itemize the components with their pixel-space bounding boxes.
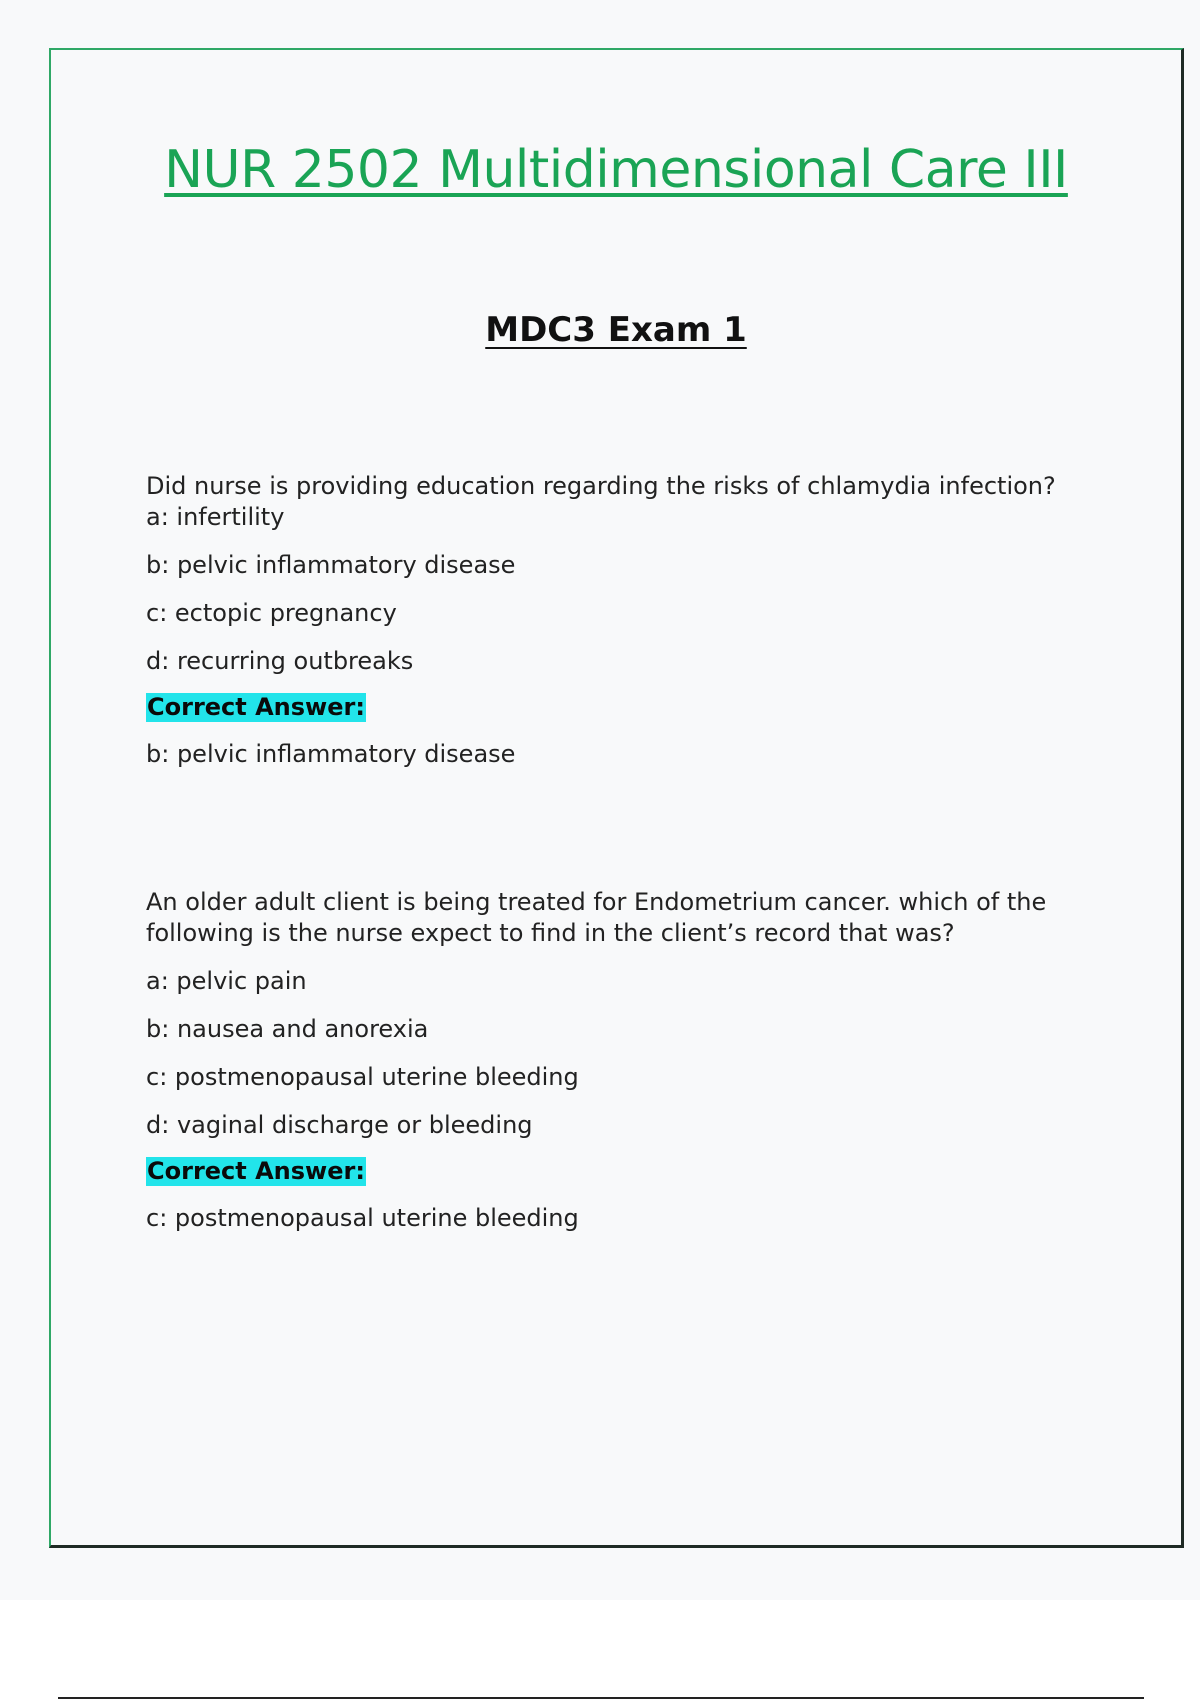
course-title [0, 140, 1200, 200]
question-1-option-b: b: pelvic inflammatory disease [146, 551, 516, 579]
question-2-option-a: a: pelvic pain [146, 967, 307, 995]
question-1-option-d: d: recurring outbreaks [146, 647, 414, 675]
page-border [49, 48, 1184, 1548]
question-1-option-a: a: infertility [146, 503, 285, 531]
question-2-answer-label: Correct Answer: [147, 1157, 365, 1185]
question-2-answer: c: postmenopausal uterine bleeding [146, 1204, 579, 1232]
question-1-answer-label: Correct Answer: [147, 693, 365, 721]
question-2 [146, 887, 1096, 1234]
question-2-option-c: c: postmenopausal uterine bleeding [146, 1063, 579, 1091]
question-1-option-c: c: ectopic pregnancy [146, 599, 397, 627]
exam-title-text: MDC3 Exam 1 [485, 310, 747, 350]
course-title-text: NUR 2502 Multidimensional Care III [164, 140, 1068, 200]
question-1 [146, 471, 1096, 770]
footer-divider [58, 1697, 1144, 1699]
exam-title [0, 310, 1200, 350]
question-2-text: An older adult client is being treated for Endometrium cancer. which of the following is the nurse expect to find in the client’s record that was? [146, 888, 1047, 947]
question-2-option-b: b: nausea and anorexia [146, 1015, 429, 1043]
question-1-text: Did nurse is providing education regarding the risks of chlamydia infection? [146, 472, 1056, 500]
question-1-answer: b: pelvic inflammatory disease [146, 740, 516, 768]
question-2-option-d: d: vaginal discharge or bleeding [146, 1111, 533, 1139]
